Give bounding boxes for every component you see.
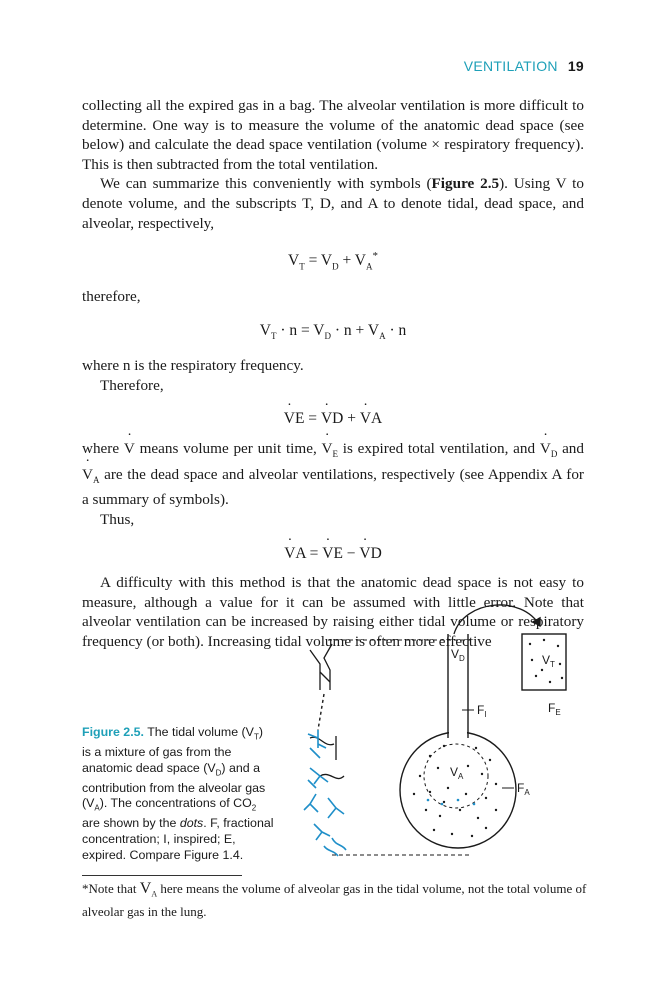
footnote-v: V bbox=[139, 880, 152, 897]
vt-label: $V_T$ bbox=[542, 653, 555, 669]
va-label: $V_A$ bbox=[450, 765, 464, 781]
paragraph-2-text-b: ). Using V to denote volume, and the subscripts T, D, and A to denote tidal, dead space, and alveolar, respectively, bbox=[82, 175, 584, 232]
caption-dots-word: dots bbox=[179, 816, 204, 831]
footnote-text-b: here means the volume of alveolar gas in the tidal volume, not the total volume of alveolar gas in the lung. bbox=[82, 881, 587, 919]
footnote-rule bbox=[82, 875, 242, 876]
caption-part-2: ) is a mixture of gas from the anatomic dead space (V bbox=[82, 725, 263, 775]
vd-label: $V_D$ bbox=[451, 647, 465, 663]
expiration-arrow-icon bbox=[454, 605, 540, 634]
figure-caption-label: Figure 2.5. bbox=[82, 725, 144, 739]
body-text bbox=[82, 96, 584, 651]
caption-sub-d: D bbox=[215, 768, 222, 778]
alveoli-icon bbox=[304, 730, 346, 856]
fe-label: $F_E$ bbox=[548, 701, 561, 717]
where-vdot-b: means volume per unit time, bbox=[134, 440, 322, 458]
caption-part-6: . F, fractional concentration; I, inspired; E, expired. Compare Figure 1.4. bbox=[82, 816, 274, 862]
thus-line: Thus, bbox=[100, 510, 135, 528]
therefore-line: therefore, bbox=[82, 288, 141, 305]
paragraph-1: collecting all the expired gas in a bag. The alveolar ventilation is more difficult to determine. One way is to measure the volume of the anatomic dead space (see below) and calculate the dead space ventilation (volume × respiratory frequency). This is then subtracted from the total ventilation. bbox=[82, 97, 584, 173]
where-vdot-c: is expired total ventilation, and bbox=[337, 440, 540, 458]
caption-sub-2: 2 bbox=[251, 803, 257, 813]
footnote bbox=[82, 880, 588, 920]
where-vdot-d: and bbox=[557, 440, 584, 458]
running-head-section: VENTILATION bbox=[463, 58, 558, 74]
therefore-2-line: Therefore, bbox=[100, 376, 164, 394]
running-head bbox=[464, 58, 584, 74]
equation-4: ˙ VA = ˙ VE − ˙ VD bbox=[82, 544, 584, 564]
where-vdot-paragraph: where ˙ V means volume per unit time, ˙ $V_E$ is expired total ventilation, and ˙ $V_D$ and ˙ $V_A$ are the dead space and alveolar ventilations, respectively (see Appendix A for a summary of symbols). bbox=[82, 439, 584, 510]
alveolar-flask bbox=[400, 732, 516, 848]
paragraph-last: A difficulty with this method is that the anatomic dead space is not easy to measure, although a value for it can be assumed with little error. Note that alveolar ventilation can be increased by raising either tidal volume or respiratory frequency (or both). Increasing tidal volume is often more effective bbox=[82, 574, 584, 650]
equation-3: ˙ VE = ˙ VD + ˙ VA bbox=[82, 409, 584, 429]
co2-dots-alveolar bbox=[413, 745, 497, 837]
ventilation-diagram bbox=[280, 598, 600, 860]
airway-icon bbox=[310, 644, 344, 779]
trachea-dashed-line bbox=[318, 694, 324, 730]
fi-label: $F_I$ bbox=[477, 703, 487, 719]
paragraph-2 bbox=[82, 174, 584, 233]
figure-caption bbox=[82, 725, 274, 863]
figure-reference[interactable]: Figure 2.5 bbox=[431, 175, 500, 193]
caption-part-5: are shown by the bbox=[82, 816, 180, 831]
caption-sub-a: A bbox=[94, 803, 100, 813]
equation-2: $V_T \cdot n = V_D \cdot n + V_A \cdot n$ bbox=[259, 321, 407, 341]
where-vdot-a: where bbox=[82, 440, 124, 458]
footnote-text-a: *Note that bbox=[82, 881, 140, 896]
caption-part-3: ) and a contribution from the alveolar gas (V bbox=[82, 760, 266, 811]
caption-part-1: The tidal volume (V bbox=[143, 725, 254, 739]
where-vdot-e: are the dead space and alveolar ventilations, respectively (see Appendix A for a summary of symbols). bbox=[82, 465, 584, 509]
paragraph-2-text-a: We can summarize this conveniently with symbols ( bbox=[100, 175, 432, 193]
where-n-line: where n is the respiratory frequency. bbox=[82, 357, 304, 375]
caption-part-4: ). The concentrations of CO bbox=[99, 796, 252, 811]
fa-label: $F_A$ bbox=[517, 781, 530, 797]
caption-sub-t: T bbox=[253, 732, 259, 742]
footnote-sub: A bbox=[151, 889, 158, 899]
equation-1: $V_T = V_D + V_A^*$ bbox=[287, 250, 378, 272]
page-number: 19 bbox=[567, 58, 584, 74]
